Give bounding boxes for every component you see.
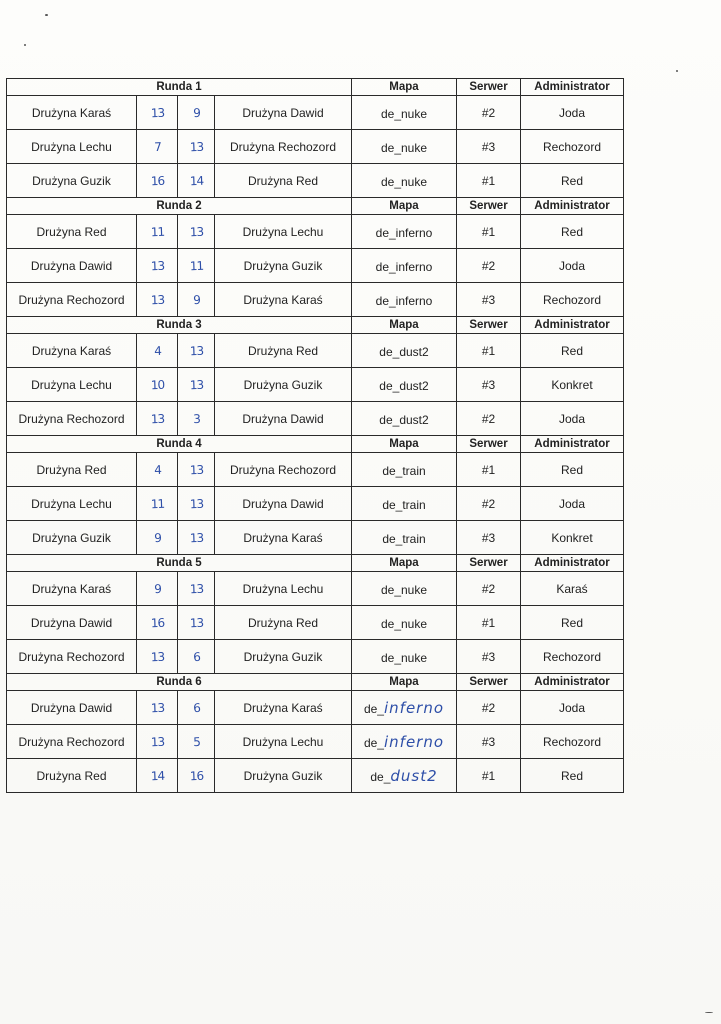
- score-away: 6: [177, 690, 215, 725]
- team-home: Drużyna Dawid: [7, 249, 137, 283]
- round-header-row: [7, 555, 624, 572]
- team-away: Drużyna Karaś: [215, 283, 352, 317]
- map-cell: [352, 334, 457, 368]
- score-home: 13: [136, 724, 178, 759]
- round-header-row: [7, 317, 624, 334]
- map-cell: [352, 215, 457, 249]
- match-row: [7, 759, 624, 793]
- administrator-name: Red: [521, 334, 624, 368]
- column-header-admin: Administrator: [521, 198, 624, 215]
- server-number: #1: [457, 215, 521, 249]
- score-away: 13: [177, 452, 215, 487]
- server-number: #3: [457, 521, 521, 555]
- team-away: Drużyna Red: [215, 164, 352, 198]
- map-prefix: de_: [370, 769, 391, 784]
- team-away: Drużyna Rechozord: [215, 453, 352, 487]
- map-prefix: de_dust2: [379, 344, 429, 359]
- column-header-admin: Administrator: [521, 674, 624, 691]
- match-row: [7, 96, 624, 130]
- team-home: Drużyna Lechu: [7, 130, 137, 164]
- server-number: #3: [457, 368, 521, 402]
- team-away: Drużyna Guzik: [215, 249, 352, 283]
- team-home: Drużyna Rechozord: [7, 640, 137, 674]
- map-cell: [352, 283, 457, 317]
- round-title: Runda 4: [7, 436, 352, 453]
- score-home: 16: [136, 163, 178, 198]
- server-number: #3: [457, 283, 521, 317]
- map-prefix: de_: [363, 701, 384, 716]
- server-number: #1: [457, 334, 521, 368]
- score-away: 13: [177, 129, 215, 164]
- map-cell: [352, 572, 457, 606]
- team-away: Drużyna Lechu: [215, 725, 352, 759]
- score-home: 13: [136, 282, 178, 317]
- administrator-name: Konkret: [521, 521, 624, 555]
- administrator-name: Rechozord: [521, 725, 624, 759]
- administrator-name: Joda: [521, 249, 624, 283]
- team-home: Drużyna Guzik: [7, 164, 137, 198]
- score-away: 11: [177, 248, 215, 283]
- scan-speck: [24, 44, 26, 46]
- score-home: 13: [136, 401, 178, 436]
- map-prefix: de_nuke: [380, 174, 428, 189]
- scan-speck: [676, 70, 678, 72]
- column-header-map: Mapa: [352, 674, 457, 691]
- match-row: [7, 283, 624, 317]
- map-cell: [352, 640, 457, 674]
- map-prefix: de_dust2: [379, 378, 429, 393]
- map-cell: [352, 606, 457, 640]
- column-header-admin: Administrator: [521, 317, 624, 334]
- round-title: Runda 5: [7, 555, 352, 572]
- server-number: #2: [457, 691, 521, 725]
- match-row: [7, 487, 624, 521]
- map-cell: [352, 759, 457, 793]
- match-row: [7, 368, 624, 402]
- match-row: [7, 725, 624, 759]
- round-title: Runda 2: [7, 198, 352, 215]
- server-number: #2: [457, 96, 521, 130]
- match-row: [7, 334, 624, 368]
- column-header-map: Mapa: [352, 198, 457, 215]
- score-away: 9: [177, 95, 215, 130]
- match-row: [7, 606, 624, 640]
- map-cell: [352, 453, 457, 487]
- score-away: 3: [177, 401, 215, 436]
- team-home: Drużyna Karaś: [7, 96, 137, 130]
- round-header-row: [7, 79, 624, 96]
- match-row: [7, 249, 624, 283]
- administrator-name: Rechozord: [521, 283, 624, 317]
- score-home: 11: [136, 486, 178, 521]
- round-title: Runda 3: [7, 317, 352, 334]
- column-header-server: Serwer: [457, 436, 521, 453]
- column-header-admin: Administrator: [521, 436, 624, 453]
- administrator-name: Red: [521, 606, 624, 640]
- team-away: Drużyna Rechozord: [215, 130, 352, 164]
- server-number: #1: [457, 164, 521, 198]
- team-home: Drużyna Red: [7, 453, 137, 487]
- score-away: 13: [177, 486, 215, 521]
- map-handwritten: dust2: [390, 766, 438, 785]
- column-header-map: Mapa: [352, 555, 457, 572]
- administrator-name: Red: [521, 759, 624, 793]
- score-home: 9: [136, 520, 178, 555]
- map-cell: [352, 521, 457, 555]
- team-home: Drużyna Lechu: [7, 487, 137, 521]
- administrator-name: Joda: [521, 487, 624, 521]
- administrator-name: Karaś: [521, 572, 624, 606]
- score-away: 13: [177, 605, 215, 640]
- map-prefix: de_inferno: [375, 293, 433, 308]
- match-row: [7, 402, 624, 436]
- team-away: Drużyna Dawid: [215, 487, 352, 521]
- map-prefix: de_train: [382, 531, 426, 546]
- column-header-admin: Administrator: [521, 79, 624, 96]
- administrator-name: Joda: [521, 96, 624, 130]
- team-home: Drużyna Rechozord: [7, 283, 137, 317]
- map-prefix: de_nuke: [380, 140, 428, 155]
- score-away: 14: [177, 163, 215, 198]
- server-number: #2: [457, 402, 521, 436]
- server-number: #3: [457, 640, 521, 674]
- round-title: Runda 1: [7, 79, 352, 96]
- administrator-name: Red: [521, 164, 624, 198]
- match-row: [7, 130, 624, 164]
- score-home: 11: [136, 214, 178, 249]
- tournament-schedule-table: [6, 78, 624, 793]
- match-row: [7, 521, 624, 555]
- match-row: [7, 164, 624, 198]
- score-home: 4: [136, 452, 178, 487]
- column-header-admin: Administrator: [521, 555, 624, 572]
- map-handwritten: inferno: [383, 732, 445, 751]
- server-number: #3: [457, 725, 521, 759]
- map-prefix: de_train: [382, 463, 426, 478]
- round-header-row: [7, 674, 624, 691]
- score-away: 9: [177, 282, 215, 317]
- round-header-row: [7, 436, 624, 453]
- map-cell: [352, 691, 457, 725]
- team-away: Drużyna Guzik: [215, 759, 352, 793]
- score-away: 13: [177, 214, 215, 249]
- administrator-name: Joda: [521, 402, 624, 436]
- server-number: #1: [457, 453, 521, 487]
- administrator-name: Rechozord: [521, 130, 624, 164]
- map-prefix: de_inferno: [375, 259, 433, 274]
- match-row: [7, 572, 624, 606]
- administrator-name: Red: [521, 215, 624, 249]
- team-away: Drużyna Lechu: [215, 572, 352, 606]
- server-number: #2: [457, 572, 521, 606]
- score-away: 16: [177, 758, 215, 793]
- server-number: #1: [457, 759, 521, 793]
- column-header-map: Mapa: [352, 317, 457, 334]
- team-away: Drużyna Guzik: [215, 368, 352, 402]
- map-cell: [352, 96, 457, 130]
- team-away: Drużyna Lechu: [215, 215, 352, 249]
- match-row: [7, 691, 624, 725]
- server-number: #2: [457, 249, 521, 283]
- round-title: Runda 6: [7, 674, 352, 691]
- score-home: 10: [136, 367, 178, 402]
- column-header-server: Serwer: [457, 317, 521, 334]
- team-away: Drużyna Karaś: [215, 521, 352, 555]
- map-cell: [352, 130, 457, 164]
- score-home: 4: [136, 333, 178, 368]
- server-number: #3: [457, 130, 521, 164]
- map-prefix: de_dust2: [379, 412, 429, 427]
- team-home: Drużyna Karaś: [7, 334, 137, 368]
- match-row: [7, 215, 624, 249]
- score-home: 13: [136, 690, 178, 725]
- scan-speck: [705, 1012, 713, 1013]
- match-row: [7, 640, 624, 674]
- map-cell: [352, 402, 457, 436]
- score-home: 13: [136, 639, 178, 674]
- score-home: 14: [136, 758, 178, 793]
- column-header-server: Serwer: [457, 674, 521, 691]
- administrator-name: Rechozord: [521, 640, 624, 674]
- server-number: #2: [457, 487, 521, 521]
- map-cell: [352, 368, 457, 402]
- score-away: 13: [177, 571, 215, 606]
- team-home: Drużyna Lechu: [7, 368, 137, 402]
- column-header-server: Serwer: [457, 79, 521, 96]
- team-away: Drużyna Guzik: [215, 640, 352, 674]
- score-away: 6: [177, 639, 215, 674]
- team-away: Drużyna Red: [215, 334, 352, 368]
- map-cell: [352, 164, 457, 198]
- team-away: Drużyna Karaś: [215, 691, 352, 725]
- map-handwritten: inferno: [383, 698, 445, 717]
- team-home: Drużyna Red: [7, 759, 137, 793]
- map-cell: [352, 725, 457, 759]
- column-header-map: Mapa: [352, 79, 457, 96]
- score-away: 5: [177, 724, 215, 759]
- administrator-name: Red: [521, 453, 624, 487]
- administrator-name: Konkret: [521, 368, 624, 402]
- score-away: 13: [177, 367, 215, 402]
- administrator-name: Joda: [521, 691, 624, 725]
- team-home: Drużyna Guzik: [7, 521, 137, 555]
- score-home: 16: [136, 605, 178, 640]
- score-home: 13: [136, 95, 178, 130]
- map-cell: [352, 487, 457, 521]
- team-home: Drużyna Red: [7, 215, 137, 249]
- team-home: Drużyna Dawid: [7, 691, 137, 725]
- map-prefix: de_nuke: [380, 650, 428, 665]
- map-prefix: de_train: [382, 497, 426, 512]
- map-prefix: de_: [363, 735, 384, 750]
- round-header-row: [7, 198, 624, 215]
- team-home: Drużyna Dawid: [7, 606, 137, 640]
- score-away: 13: [177, 520, 215, 555]
- match-row: [7, 453, 624, 487]
- team-away: Drużyna Dawid: [215, 96, 352, 130]
- column-header-map: Mapa: [352, 436, 457, 453]
- team-home: Drużyna Karaś: [7, 572, 137, 606]
- team-home: Drużyna Rechozord: [7, 725, 137, 759]
- server-number: #1: [457, 606, 521, 640]
- score-away: 13: [177, 333, 215, 368]
- score-home: 9: [136, 571, 178, 606]
- column-header-server: Serwer: [457, 198, 521, 215]
- column-header-server: Serwer: [457, 555, 521, 572]
- score-home: 13: [136, 248, 178, 283]
- map-prefix: de_nuke: [380, 582, 428, 597]
- map-cell: [352, 249, 457, 283]
- map-prefix: de_inferno: [375, 225, 433, 240]
- team-home: Drużyna Rechozord: [7, 402, 137, 436]
- team-away: Drużyna Dawid: [215, 402, 352, 436]
- map-prefix: de_nuke: [380, 616, 428, 631]
- team-away: Drużyna Red: [215, 606, 352, 640]
- score-home: 7: [136, 129, 178, 164]
- map-prefix: de_nuke: [380, 106, 428, 121]
- scan-speck: [45, 14, 48, 16]
